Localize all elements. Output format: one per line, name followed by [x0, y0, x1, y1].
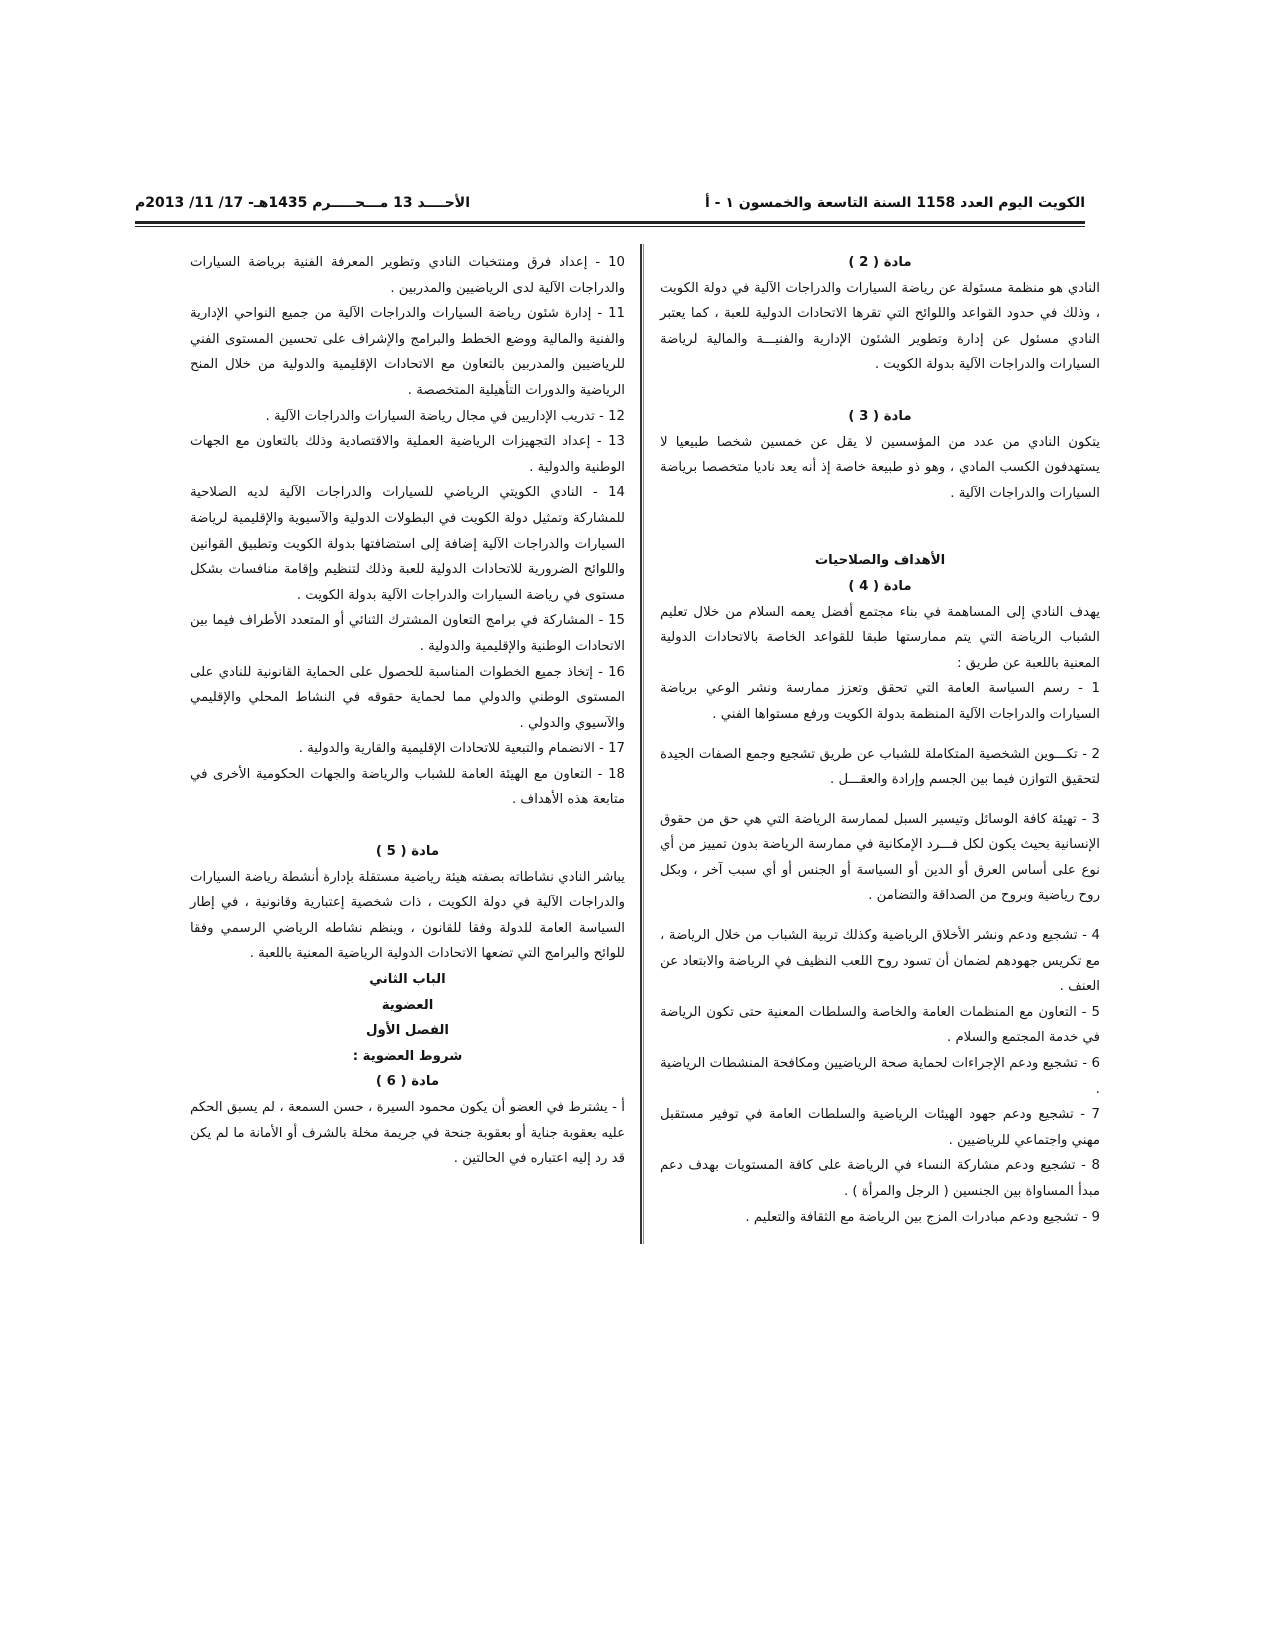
chapter-title: العضوية: [381, 997, 434, 1013]
column-divider: [640, 244, 642, 1244]
article-3-text: يتكون النادي من عدد من المؤسسين لا يقل عن خمسين شخصا طبيعيا لا يستهدفون الكسب المادي ، وهو ذو طبيعة خاصة إذ أنه يعد ناديا متخصصا برياضة السيارات والدراجات الآلية .: [660, 434, 1100, 501]
article-6-title: مادة ( 6 ): [375, 1074, 440, 1090]
goal-item-7: 7 - تشجيع ودعم جهود الهيئات الرياضية والسلطات العامة في توفير مستقبل مهني واجتماعي للرياضيين .: [660, 1107, 1100, 1148]
goal-item-8: 8 - تشجيع ودعم مشاركة النساء في الرياضة على كافة المستويات بهدف دعم مبدأ المساواة بين الجنسين ( الرجل والمرأة ) .: [660, 1158, 1100, 1199]
section-title-membership: شروط العضوية :: [352, 1048, 463, 1064]
goal-item-5: 5 - التعاون مع المنظمات العامة والخاصة والسلطات المعنية حتى تكون الرياضة في خدمة المجتمع والسلام .: [660, 1004, 1100, 1046]
article-2-text: النادي هو منظمة مسئولة عن رياضة السيارات والدراجات الآلية في دولة الكويت ، وذلك في حدود القواعد واللوائح التي تقرها الاتحادات الدولية للعبة ، كما يعتبر النادي مسئول عن إدارة وتطوير الشئون الإدارية والفنيـــة والمالية لرياضة السيارات والدراجات الآلية بدولة الكويت .: [660, 280, 1100, 373]
article-3-title: مادة ( 3 ): [848, 408, 912, 424]
page-header: [135, 190, 1085, 216]
goal-item-16: 16 - إتخاذ جميع الخطوات المناسبة للحصول على الحماية القانونية للنادي على المستوى الوطني والدولي مما لحماية حقوقه في النشاط المحلي والإقليمي والآسيوي والدولي .: [190, 664, 625, 731]
goal-item-12: 12 - تدريب الإداريين في مجال رياضة السيارات والدراجات الآلية .: [265, 408, 625, 424]
article-2-title: مادة ( 2 ): [848, 255, 912, 270]
article-5-title: مادة ( 5 ): [375, 844, 440, 860]
header-issue-info: الكويت اليوم العدد 1158 السنة التاسعة والخمسون ١ - أ: [705, 195, 1085, 211]
header-rule-thin: [135, 226, 1085, 227]
goal-item-3: 3 - تهيئة كافة الوسائل وتيسير السبل لممارسة الرياضة التي هي حق من حقوق الإنسانية بحيث يكون لكل فـــرد الإمكانية في ممارسة الرياضة بدون تمييز من أي نوع على أساس العرق أو الدين أو السياسة أو الجنس أو أي سبب آخر ، وبكل روح رياضية وبروح من الصداقة والتضامن .: [660, 811, 1100, 904]
goal-item-15: 15 - المشاركة في برامج التعاون المشترك الثنائي أو المتعدد الأطراف فيما بين الاتحادات الوطنية والإقليمية والدولية .: [190, 613, 625, 654]
right-column: [660, 250, 1100, 1230]
goal-item-10: 10 - إعداد فرق ومنتخبات النادي وتطوير المعرفة الفنية برياضة السيارات والدراجات الآلية لدى الرياضيين والمدربين .: [190, 255, 625, 296]
goal-item-4: 4 - تشجيع ودعم ونشر الأخلاق الرياضية وكذلك تربية الشباب من خلال الرياضة ، مع تكريس جهودهم لضمان أن تسود روح اللعب النظيف في الرياضة والابتعاد عن العنف .: [660, 928, 1100, 995]
column-divider-thin: [643, 244, 644, 1244]
goal-item-17: 17 - الانضمام والتبعية للاتحادات الإقليمية والقارية والدولية .: [298, 741, 625, 757]
header-date: الأحــــد 13 مـــحـــــرم 1435هـ- 17/ 11/ 2013م: [135, 195, 471, 211]
goal-item-9: 9 - تشجيع ودعم مبادرات المزج بين الرياضة مع الثقافة والتعليم .: [745, 1209, 1100, 1225]
article-5-text: يباشر النادي نشاطاته بصفته هيئة رياضية مستقلة بإدارة أنشطة رياضة السيارات والدراجات الآلية في دولة الكويت ، ذات شخصية إعتبارية وقانونية ، في إطار السياسة العامة للدولة وفقا للقانون ، وينظم نشاطه الرياضي الرسمي وفقا للوائح والبرامج التي تضعها الاتحادات الدولية الرياضية المعنية باللعبة .: [190, 869, 625, 962]
goal-item-6: 6 - تشجيع ودعم الإجراءات لحماية صحة الرياضيين ومكافحة المنشطات الرياضية .: [660, 1056, 1100, 1097]
chapter-heading: الباب الثاني: [369, 972, 446, 988]
goal-item-2: 2 - تكـــوين الشخصية المتكاملة للشباب عن طريق تشجيع وجمع الصفات الجيدة لتحقيق التوازن فيما بين الجسم وإرادة والعقـــل .: [660, 746, 1100, 788]
article-6-text: أ - يشترط في العضو أن يكون محمود السيرة ، حسن السمعة ، لم يسبق الحكم عليه بعقوبة جناية أو بعقوبة جنحة في جريمة مخلة بالشرف أو الأمانة ما لم يكن قد رد إليه اعتباره في الحالتين .: [190, 1100, 625, 1167]
goal-item-11: 11 - إدارة شئون رياضة السيارات والدراجات الآلية من جميع النواحي الإدارية والفنية والمالية ووضع الخطط والبرامج والإشراف على تحسين المستوى الفني للرياضيين والمدربين بالتعاون مع الاتحادات الإقليمية والدولية من خلال المنح الرياضية والدورات التأهيلية المتخصصة .: [190, 306, 625, 398]
goal-item-13: 13 - إعداد التجهيزات الرياضية العملية والاقتصادية وذلك بالتعاون مع الجهات الوطنية والدولية .: [190, 434, 625, 475]
section-heading: الفصل الأول: [366, 1023, 449, 1039]
goal-item-1: 1 - رسم السياسة العامة التي تحقق وتعزز ممارسة ونشر الوعي برياضة السيارات والدراجات الآلية المنظمة بدولة الكويت ورفع مستواها الفني .: [660, 681, 1100, 722]
section-title-goals: الأهداف والصلاحيات: [814, 553, 946, 569]
goal-item-18: 18 - التعاون مع الهيئة العامة للشباب والرياضة والجهات الحكومية الأخرى في متابعة هذه الأهداف .: [190, 766, 625, 808]
header-rule: [135, 221, 1085, 224]
article-4-title: مادة ( 4 ): [848, 578, 912, 594]
left-column: [190, 250, 625, 1172]
goal-item-14: 14 - النادي الكويتي الرياضي للسيارات والدراجات الآلية لديه الصلاحية للمشاركة وتمثيل دولة الكويت في البطولات الدولية والآسيوية والإقليمية لرياضة السيارات والدراجات الآلية إضافة إلى استضافتها بدولة الكويت وتطبيق القوانين واللوائح الضرورية للاتحادات الدولية للعبة وذلك لتنظيم وإقامة منافسات بشكل مستوى في رياضة السيارات والدراجات الآلية بدولة الكويت .: [190, 485, 625, 603]
article-4-intro: يهدف النادي إلى المساهمة في بناء مجتمع أفضل يعمه السلام من خلال تعليم الشباب الرياضة التي يتم ممارستها طبقا للقواعد الخاصة بالاتحادات الدولية المعنية باللعبة عن طريق :: [660, 604, 1100, 671]
